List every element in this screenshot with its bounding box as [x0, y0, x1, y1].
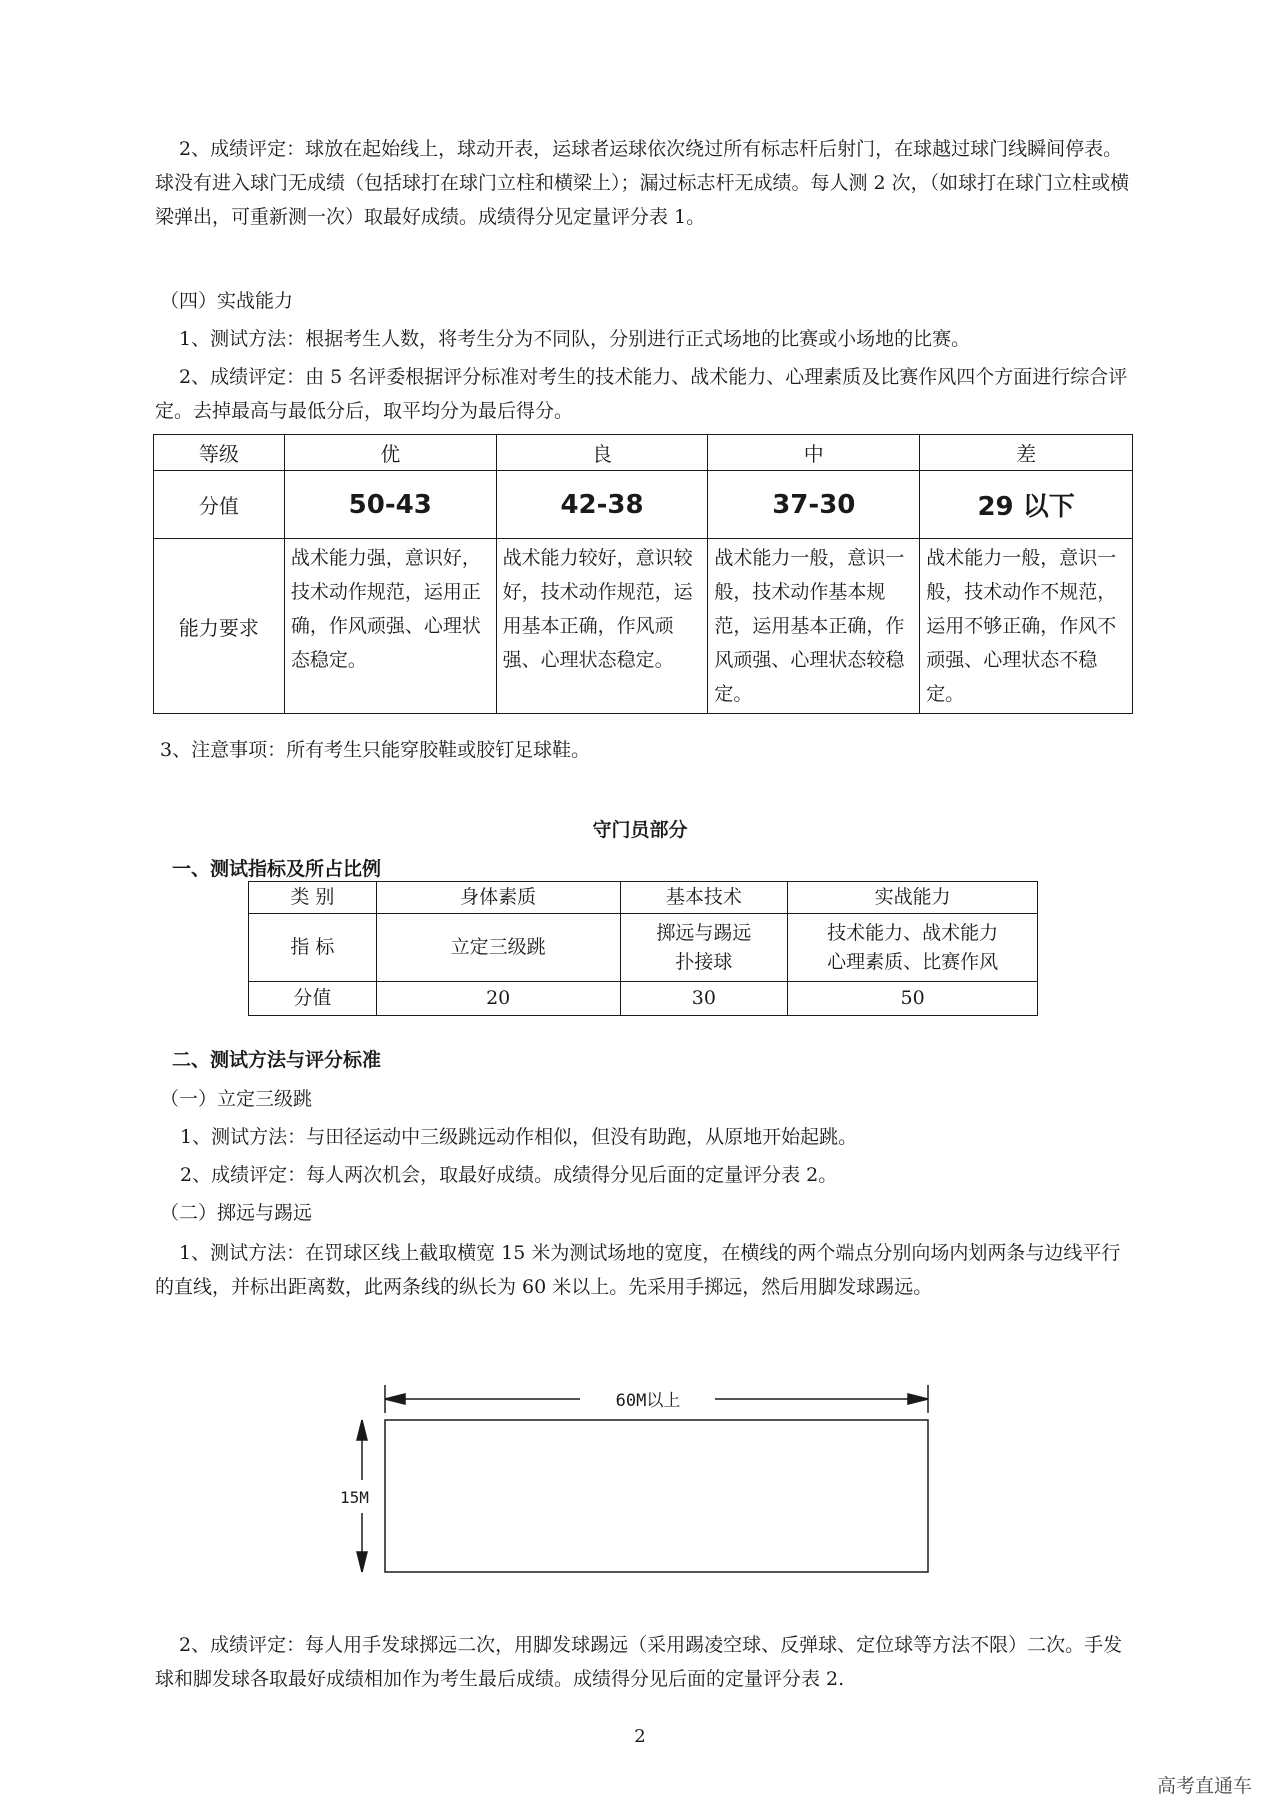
section-4-scoring: 2、成绩评定：由 5 名评委根据评分标准对考生的技术能力、战术能力、心理素质及比赛作风四个方面进行综合评定。去掉最高与最低分后，取平均分为最后得分。 [155, 366, 1128, 422]
requirement-good: 战术能力较好，意识较好，技术动作规范，运用基本正确，作风顽强、心理状态稳定。 [496, 539, 708, 714]
ratio-score-label: 分值 [249, 982, 377, 1016]
scoring-paragraph-1: 2、成绩评定：球放在起始线上，球动开表，运球者运球依次绕过所有标志杆后射门，在球越过球门线瞬间停表。球没有进入球门无成绩（包括球打在球门立柱和横梁上）；漏过标志杆无成绩。每人测 2 次，（如球打在球门立柱或横梁弹出，可重新测一次）取最好成绩。成绩得分见定量评分表 1。 [155, 138, 1130, 228]
score-average: 37-30 [708, 471, 920, 539]
grade-row-label: 等级 [154, 435, 285, 471]
category-technique: 基本技术 [620, 882, 788, 914]
length-label: 60M以上 [615, 1391, 681, 1411]
section-4-method: 1、测试方法：根据考生人数，将考生分为不同队，分别进行正式场地的比赛或小场地的比赛。 [179, 328, 971, 350]
requirement-average: 战术能力一般，意识一般，技术动作基本规范，运用基本正确，作风顽强、心理状态较稳定。 [708, 539, 920, 714]
width-arrowhead-bottom [357, 1552, 367, 1572]
ratio-table [248, 881, 1038, 1016]
indicator-physical: 立定三级跳 [376, 914, 620, 982]
ratio-score-combat: 50 [788, 982, 1038, 1016]
requirement-excellent: 战术能力强，意识好，技术动作规范，运用正确，作风顽强、心理状态稳定。 [284, 539, 496, 714]
category-label: 类 别 [249, 882, 377, 914]
gk-sub-1-scoring: 2、成绩评定：每人两次机会，取最好成绩。成绩得分见后面的定量评分表 2。 [180, 1164, 838, 1186]
width-label: 15M [340, 1488, 369, 1507]
width-arrowhead-top [357, 1420, 367, 1440]
ratio-score-physical: 20 [376, 982, 620, 1016]
category-physical: 身体素质 [376, 882, 620, 914]
indicator-technique: 掷远与踢远 扑接球 [620, 914, 788, 982]
requirement-row-label: 能力要求 [154, 539, 285, 714]
category-combat: 实战能力 [788, 882, 1038, 914]
indicator-label: 指 标 [249, 914, 377, 982]
gk-section-1-heading: 一、测试指标及所占比例 [172, 858, 382, 880]
score-row [154, 471, 1133, 539]
score-poor: 29 以下 [920, 471, 1133, 539]
ratio-indicator-row [249, 914, 1038, 982]
length-arrowhead-right [908, 1394, 928, 1404]
gk-subsection-2: （二）掷远与踢远 [160, 1202, 313, 1224]
ratio-score-row [249, 982, 1038, 1016]
page-number: 2 [634, 1726, 646, 1747]
ratio-category-row [249, 882, 1038, 914]
goalkeeper-title: 守门员部分 [592, 819, 688, 841]
score-excellent: 50-43 [284, 471, 496, 539]
grade-excellent: 优 [284, 435, 496, 471]
grade-table [153, 434, 1133, 714]
gk-subsection-1: （一）立定三级跳 [160, 1088, 313, 1110]
field-rectangle [385, 1420, 928, 1572]
indicator-combat: 技术能力、战术能力 心理素质、比赛作风 [788, 914, 1038, 982]
grade-poor: 差 [920, 435, 1133, 471]
gk-section-2-heading: 二、测试方法与评分标准 [172, 1049, 382, 1071]
field-diagram [340, 1385, 960, 1600]
grade-good: 良 [496, 435, 708, 471]
gk-sub-1-method: 1、测试方法：与田径运动中三级跳远动作相似，但没有助跑，从原地开始起跳。 [180, 1126, 858, 1148]
ratio-score-technique: 30 [620, 982, 788, 1016]
requirement-poor: 战术能力一般，意识一般，技术动作不规范，运用不够正确，作风不顽强、心理状态不稳定。 [920, 539, 1133, 714]
section-4-title: （四）实战能力 [160, 290, 294, 312]
gk-sub-2-method: 1、测试方法：在罚球区线上截取横宽 15 米为测试场地的宽度，在横线的两个端点分别向场内划两条与边线平行的直线，并标出距离数，此两条线的纵长为 60 米以上。先采用手掷远，然后用脚发球踢远。 [155, 1242, 1121, 1298]
gk-sub-2-scoring: 2、成绩评定：每人用手发球掷远二次，用脚发球踢远（采用踢凌空球、反弹球、定位球等方法不限）二次。手发球和脚发球各取最好成绩相加作为考生最后成绩。成绩得分见后面的定量评分表 2. [155, 1634, 1123, 1690]
requirement-row [154, 539, 1133, 714]
notice: 3、注意事项：所有考生只能穿胶鞋或胶钉足球鞋。 [160, 739, 591, 761]
grade-average: 中 [708, 435, 920, 471]
score-good: 42-38 [496, 471, 708, 539]
score-row-label: 分值 [154, 471, 285, 539]
grade-row [154, 435, 1133, 471]
length-arrowhead-left [385, 1394, 405, 1404]
watermark-text: 高考直通车 [1156, 1775, 1252, 1797]
